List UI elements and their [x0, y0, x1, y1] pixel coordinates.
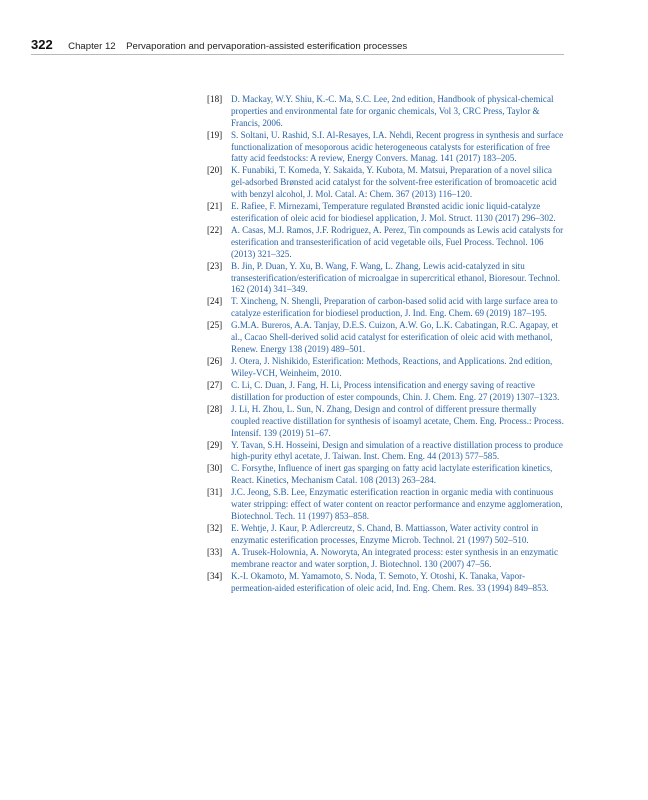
reference-number: [33] [207, 546, 223, 557]
reference-text[interactable]: S. Soltani, U. Rashid, S.I. Al-Resayes, I.A. Nehdi, Recent progress in synthesis and surface functionalization of mesoporous acidic heterogeneous catalysts for esterification of free fatty acid feedstocks: A review, Energy Convers. Manag. 141 (2017) 183–205. [231, 129, 564, 164]
reference-text[interactable]: J. Li, H. Zhou, L. Sun, N. Zhang, Design and control of different pressure thermally coupled reactive distillation for synthesis of isoamyl acetate, Chem. Eng. Process.: Process. Intensif. 139 (2019) 51–67. [231, 403, 564, 438]
reference-item [207, 201, 567, 225]
reference-number: [24] [207, 296, 223, 307]
reference-number: [22] [207, 225, 223, 236]
reference-text[interactable]: A. Casas, M.J. Ramos, J.F. Rodriguez, A. Perez, Tin compounds as Lewis acid catalysts for esterification and transesterification of acid vegetable oils, Fuel Process. Technol. 106 (2013) 321–325. [231, 225, 564, 259]
reference-text[interactable]: K. Funabiki, T. Komeda, Y. Sakaida, Y. Kubota, M. Matsui, Preparation of a novel silica gel-adsorbed Brønsted acid catalyst for the solvent-free esterification of bromoacetic acid with benzyl alcohol, J. Mol. Catal. A: Chem. 367 (2013) 116–120. [231, 165, 557, 200]
reference-number: [20] [207, 165, 223, 176]
reference-item [207, 165, 567, 201]
reference-number: [30] [207, 463, 223, 474]
reference-text[interactable]: G.M.A. Bureros, A.A. Tanjay, D.E.S. Cuizon, A.W. Go, L.K. Cabatingan, R.C. Agapay, et al., Cacao Shell-derived solid acid catalyst for esterification of oleic acid with methanol, Renew. Energy 138 (2019) 489–501. [231, 320, 559, 355]
running-header [31, 36, 564, 55]
reference-number: [23] [207, 260, 223, 271]
reference-number: [18] [207, 94, 223, 104]
reference-item [207, 404, 567, 440]
reference-item [207, 547, 567, 571]
reference-list [207, 94, 567, 595]
reference-item [207, 261, 567, 297]
reference-text[interactable]: K.-I. Okamoto, M. Yamamoto, S. Noda, T. Semoto, Y. Otoshi, K. Tanaka, Vapor-permeation-aided esterification of oleic acid, Ind. Eng. Chem. Res. 33 (1994) 849–853. [231, 570, 549, 593]
reference-item [207, 130, 567, 166]
reference-text[interactable]: T. Xincheng, N. Shengli, Preparation of carbon-based solid acid with large surface area to catalyze esterification for biodiesel production, J. Ind. Eng. Chem. 69 (2019) 187–195. [231, 296, 558, 319]
reference-item [207, 380, 567, 404]
reference-item [207, 487, 567, 523]
chapter-title: Pervaporation and pervaporation-assisted esterification processes [126, 41, 408, 52]
reference-item [207, 571, 567, 595]
reference-number: [34] [207, 570, 223, 581]
reference-text[interactable]: D. Mackay, W.Y. Shiu, K.-C. Ma, S.C. Lee, 2nd edition, Handbook of physical-chemical properties and environmental fate for organic chemicals, Vol 3, CRC Press, Taylor & Francis, 2006. [231, 94, 554, 128]
reference-item [207, 225, 567, 261]
reference-text[interactable]: B. Jin, P. Duan, Y. Xu, B. Wang, F. Wang, L. Zhang, Lewis acid-catalyzed in situ transesterification/esterification of microalgae in supercritical ethanol, Bioresour. Technol. 162 (2014) 341–349. [231, 260, 560, 295]
reference-number: [26] [207, 356, 223, 367]
reference-item [207, 523, 567, 547]
reference-text[interactable]: C. Li, C. Duan, J. Fang, H. Li, Process intensification and energy saving of reactive distillation for production of ester compounds, Chin. J. Chem. Eng. 27 (2019) 1307–1323. [231, 379, 560, 402]
reference-number: [29] [207, 439, 223, 450]
reference-text[interactable]: J. Otera, J. Nishikido, Esterification: Methods, Reactions, and Applications. 2nd edition, Wiley-VCH, Weinheim, 2010. [231, 356, 553, 378]
reference-item [207, 296, 567, 320]
page-number: 322 [31, 37, 53, 52]
reference-number: [31] [207, 487, 223, 498]
reference-text[interactable]: E. Wehtje, J. Kaur, P. Adlercreutz, S. Chand, B. Mattiasson, Water activity control in enzymatic esterification processes, Enzyme Microb. Technol. 21 (1997) 502–510. [231, 523, 539, 545]
reference-number: [25] [207, 320, 223, 331]
chapter-label: Chapter 12 [68, 41, 116, 52]
reference-number: [28] [207, 403, 223, 414]
reference-item [207, 356, 567, 380]
reference-text[interactable]: J.C. Jeong, S.B. Lee, Enzymatic esterification reaction in organic media with continuous water stripping: effect of water content on reactor performance and enzyme agglomeration, Biotechnol. Tech. 11 (1997) 853–858. [231, 487, 563, 521]
reference-number: [32] [207, 523, 223, 533]
reference-item [207, 440, 567, 464]
reference-text[interactable]: Y. Tavan, S.H. Hosseini, Design and simulation of a reactive distillation process to produce high-purity ethyl acetate, J. Taiwan. Inst. Chem. Eng. 44 (2013) 577–585. [231, 439, 563, 462]
reference-item [207, 94, 567, 130]
reference-number: [19] [207, 129, 223, 140]
reference-text[interactable]: A. Trusek-Holownia, A. Noworyta, An integrated process: ester synthesis in an enzymatic membrane reactor and water sorption, J. Biotechnol. 130 (2007) 47–56. [231, 546, 559, 569]
reference-text[interactable]: C. Forsythe, Influence of inert gas sparging on fatty acid lactylate esterification kinetics, React. Kinetics, Mechanism Catal. 108 (2013) 263–284. [231, 463, 553, 486]
reference-item [207, 320, 567, 356]
reference-item [207, 463, 567, 487]
reference-number: [21] [207, 201, 223, 212]
reference-text[interactable]: E. Rafiee, F. Mirnezami, Temperature regulated Brønsted acidic ionic liquid-catalyze esterification of oleic acid for biodiesel application, J. Mol. Struct. 1130 (2017) 296–302. [231, 201, 556, 223]
reference-number: [27] [207, 379, 223, 390]
